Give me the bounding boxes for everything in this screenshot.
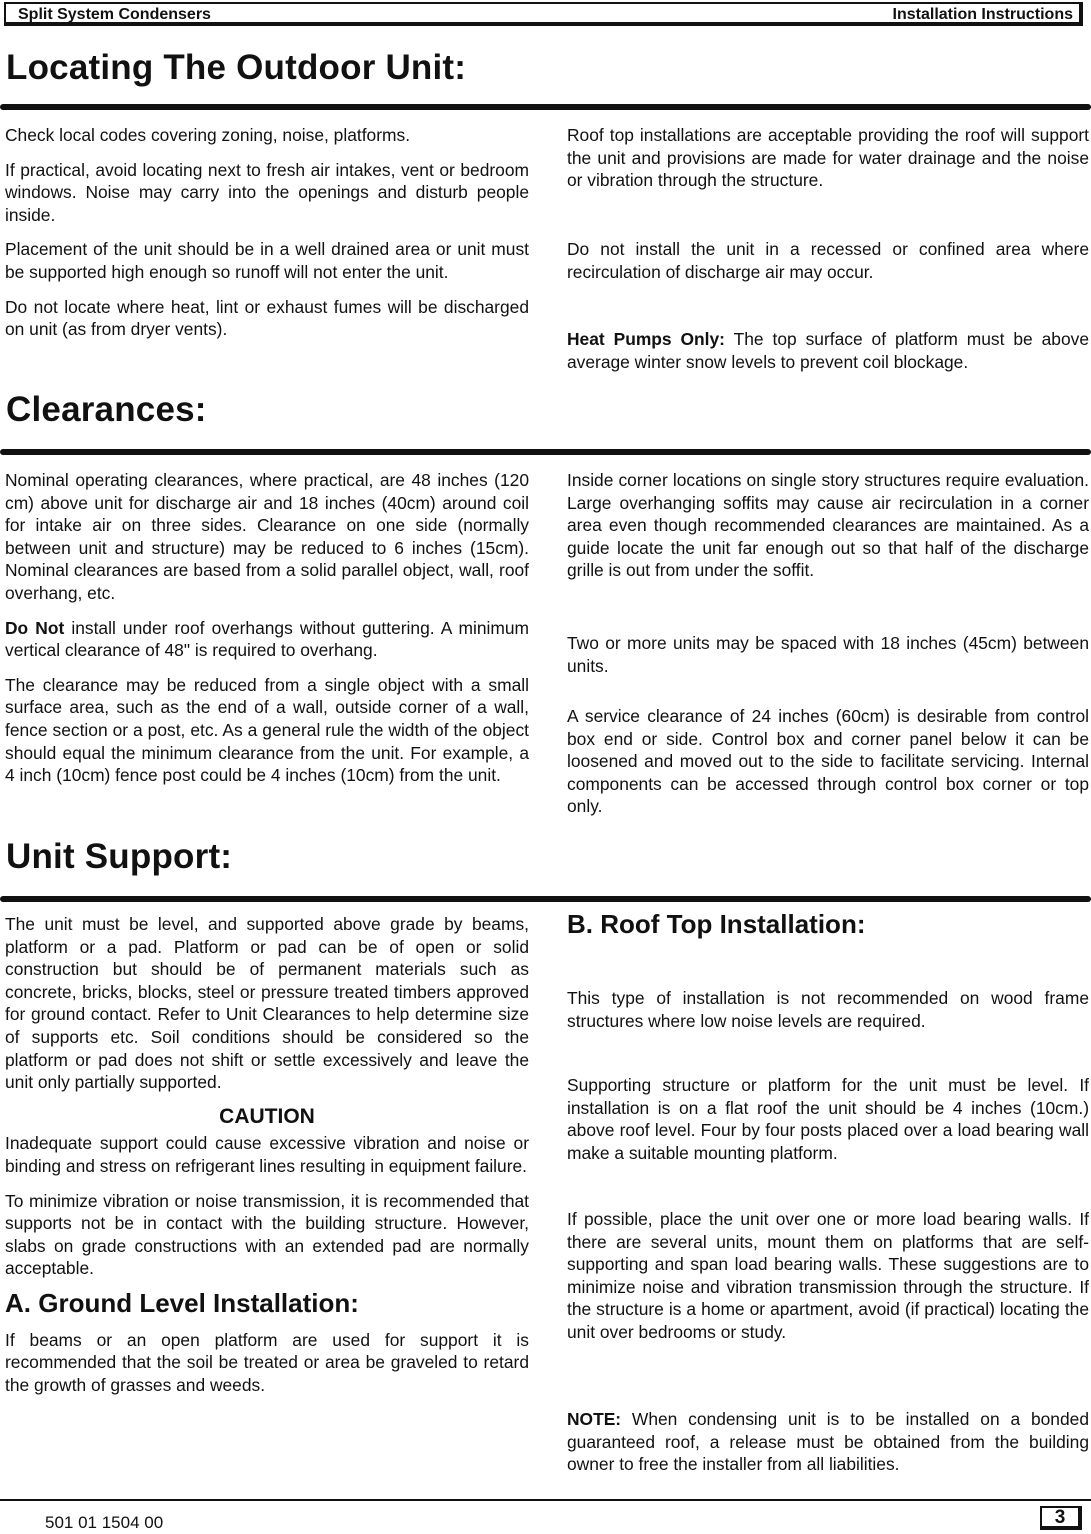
paragraph: Placement of the unit should be in a well drained area or unit must be supported high enough so runoff will not enter the unit. — [5, 239, 529, 282]
paragraph: A service clearance of 24 inches (60cm) is desirable from control box end or side. Control box and corner panel below it can be loosened and moved out to the side to facilitate servicing. Internal components can be accessed through control box corner or top only. — [567, 706, 1089, 817]
support-right-column-4 — [567, 1208, 1089, 1344]
caution-text: Inadequate support could cause excessive vibration and noise or binding and stress on refrigerant lines resulting in equipment failure. — [5, 1133, 529, 1176]
paragraph: Inside corner locations on single story structures require evaluation. Large overhanging soffits may cause air recirculation in a corner area even though recommended clearances are maintained. As a guide locate the unit far enough out so that half of the discharge grille is out from under the soffit. — [567, 470, 1089, 581]
header-right: Installation Instructions — [892, 6, 1073, 23]
paragraph-text: install under roof overhangs without guttering. A minimum vertical clearance of 48" is required to overhang. — [5, 617, 529, 661]
do-not-paragraph — [5, 617, 529, 662]
bold-label: Heat Pumps Only: — [567, 329, 725, 349]
section-title-unit-support: Unit Support: — [6, 837, 233, 876]
locating-right-column-2 — [567, 238, 1089, 283]
bold-label: NOTE: — [567, 1409, 622, 1429]
bold-label: Do Not — [5, 617, 65, 638]
paragraph: The unit must be level, and supported above grade by beams, platform or a pad. Platform or pad can be of open or solid construction but should be of permanent materials such as concrete, bricks, blocks, steel or pressure treated timbers approved for ground contact. Refer to Unit Clearances to help determine size of supports etc. Soil conditions should be considered so the platform or pad does not shift or settle excessively and leave the unit only partially supported. — [5, 914, 529, 1093]
note-paragraph — [567, 1408, 1089, 1476]
locating-right-column-3 — [567, 328, 1089, 373]
paragraph: To minimize vibration or noise transmission, it is recommended that supports not be in contact with the building structure. However, slabs on grade constructions with an extended pad are normally acceptable. — [5, 1190, 529, 1279]
section-rule — [0, 449, 1091, 455]
clearances-right-column-3 — [567, 705, 1089, 818]
document-number: 501 01 1504 00 — [45, 1513, 164, 1532]
support-left-column — [5, 913, 529, 1408]
paragraph: This type of installation is not recommended on wood frame structures where low noise levels are required. — [567, 988, 1089, 1031]
locating-right-column — [567, 124, 1089, 192]
clearances-right-column-2 — [567, 632, 1089, 677]
clearances-left-column — [5, 469, 529, 799]
heat-pumps-paragraph — [567, 328, 1089, 373]
section-title-locating: Locating The Outdoor Unit: — [6, 48, 467, 87]
paragraph: Roof top installations are acceptable providing the roof will support the unit and provisions are made for water drainage and the noise or vibration through the structure. — [567, 125, 1089, 191]
paragraph: If beams or an open platform are used for support it is recommended that the soil be treated or area be graveled to retard the growth of grasses and weeds. — [5, 1329, 529, 1395]
header-left: Split System Condensers — [18, 6, 211, 23]
paragraph-text: The top surface of platform must be above average winter snow levels to prevent coil blockage. — [567, 329, 1089, 372]
section-rule — [0, 896, 1091, 902]
paragraph: Do not install the unit in a recessed or confined area where recirculation of discharge air may occur. — [567, 239, 1089, 282]
section-rule — [0, 104, 1091, 110]
support-right-column-5 — [567, 1408, 1089, 1476]
paragraph: The clearance may be reduced from a single object with a small surface area, such as the end of a wall, outside corner of a wall, fence section or a post, etc. As a general rule the width of the object should equal the minimum clearance from the unit. For example, a 4 inch (10cm) fence post could be 4 inches (10cm) from the unit. — [5, 674, 529, 786]
support-right-column — [567, 909, 1089, 939]
section-title-clearances: Clearances: — [6, 390, 207, 429]
paragraph-text: When condensing unit is to be installed on a bonded guaranteed roof, a release must be obtained from the building owner to free the installer from all liabilities. — [567, 1409, 1089, 1475]
paragraph: Do not locate where heat, lint or exhaust fumes will be discharged on unit (as from dryer vents). — [5, 296, 529, 340]
paragraph: If practical, avoid locating next to fresh air intakes, vent or bedroom windows. Noise may carry into the openings and disturb people inside. — [5, 159, 529, 225]
paragraph: If possible, place the unit over one or more load bearing walls. If there are several units, mount them on platforms that are self-supporting and span load bearing walls. These suggestions are to minimize noise and vibration transmission through the structure. If the structure is a home or apartment, avoid (if practical) locating the unit over bedrooms or study. — [567, 1209, 1089, 1342]
page-number: 3 — [1040, 1506, 1082, 1530]
paragraph: Supporting structure or platform for the unit must be level. If installation is on a flat roof the unit should be 4 inches (10cm.) above roof level. Four by four posts placed over a load bearing wall make a suitable mounting platform. — [567, 1075, 1089, 1163]
page-header — [4, 2, 1083, 26]
clearances-right-column — [567, 469, 1089, 582]
support-right-column-3 — [567, 1074, 1089, 1164]
paragraph: Nominal operating clearances, where practical, are 48 inches (120 cm) above unit for discharge air and 18 inches (40cm) around coil for intake air on three sides. Clearance on one side (normally between unit and structure) may be reduced to 6 inches (15cm). Nominal clearances are based from a solid parallel object, wall, roof overhang, etc. — [5, 470, 529, 603]
paragraph: Two or more units may be spaced with 18 inches (45cm) between units. — [567, 633, 1089, 676]
caution-title: CAUTION — [219, 1104, 315, 1128]
support-right-column-2 — [567, 987, 1089, 1032]
subsection-title-roof: B. Roof Top Installation: — [567, 909, 866, 939]
footer-rule — [0, 1499, 1091, 1501]
locating-left-column — [5, 124, 529, 353]
paragraph: Check local codes covering zoning, noise, platforms. — [5, 125, 411, 145]
subsection-title-ground: A. Ground Level Installation: — [5, 1287, 359, 1318]
